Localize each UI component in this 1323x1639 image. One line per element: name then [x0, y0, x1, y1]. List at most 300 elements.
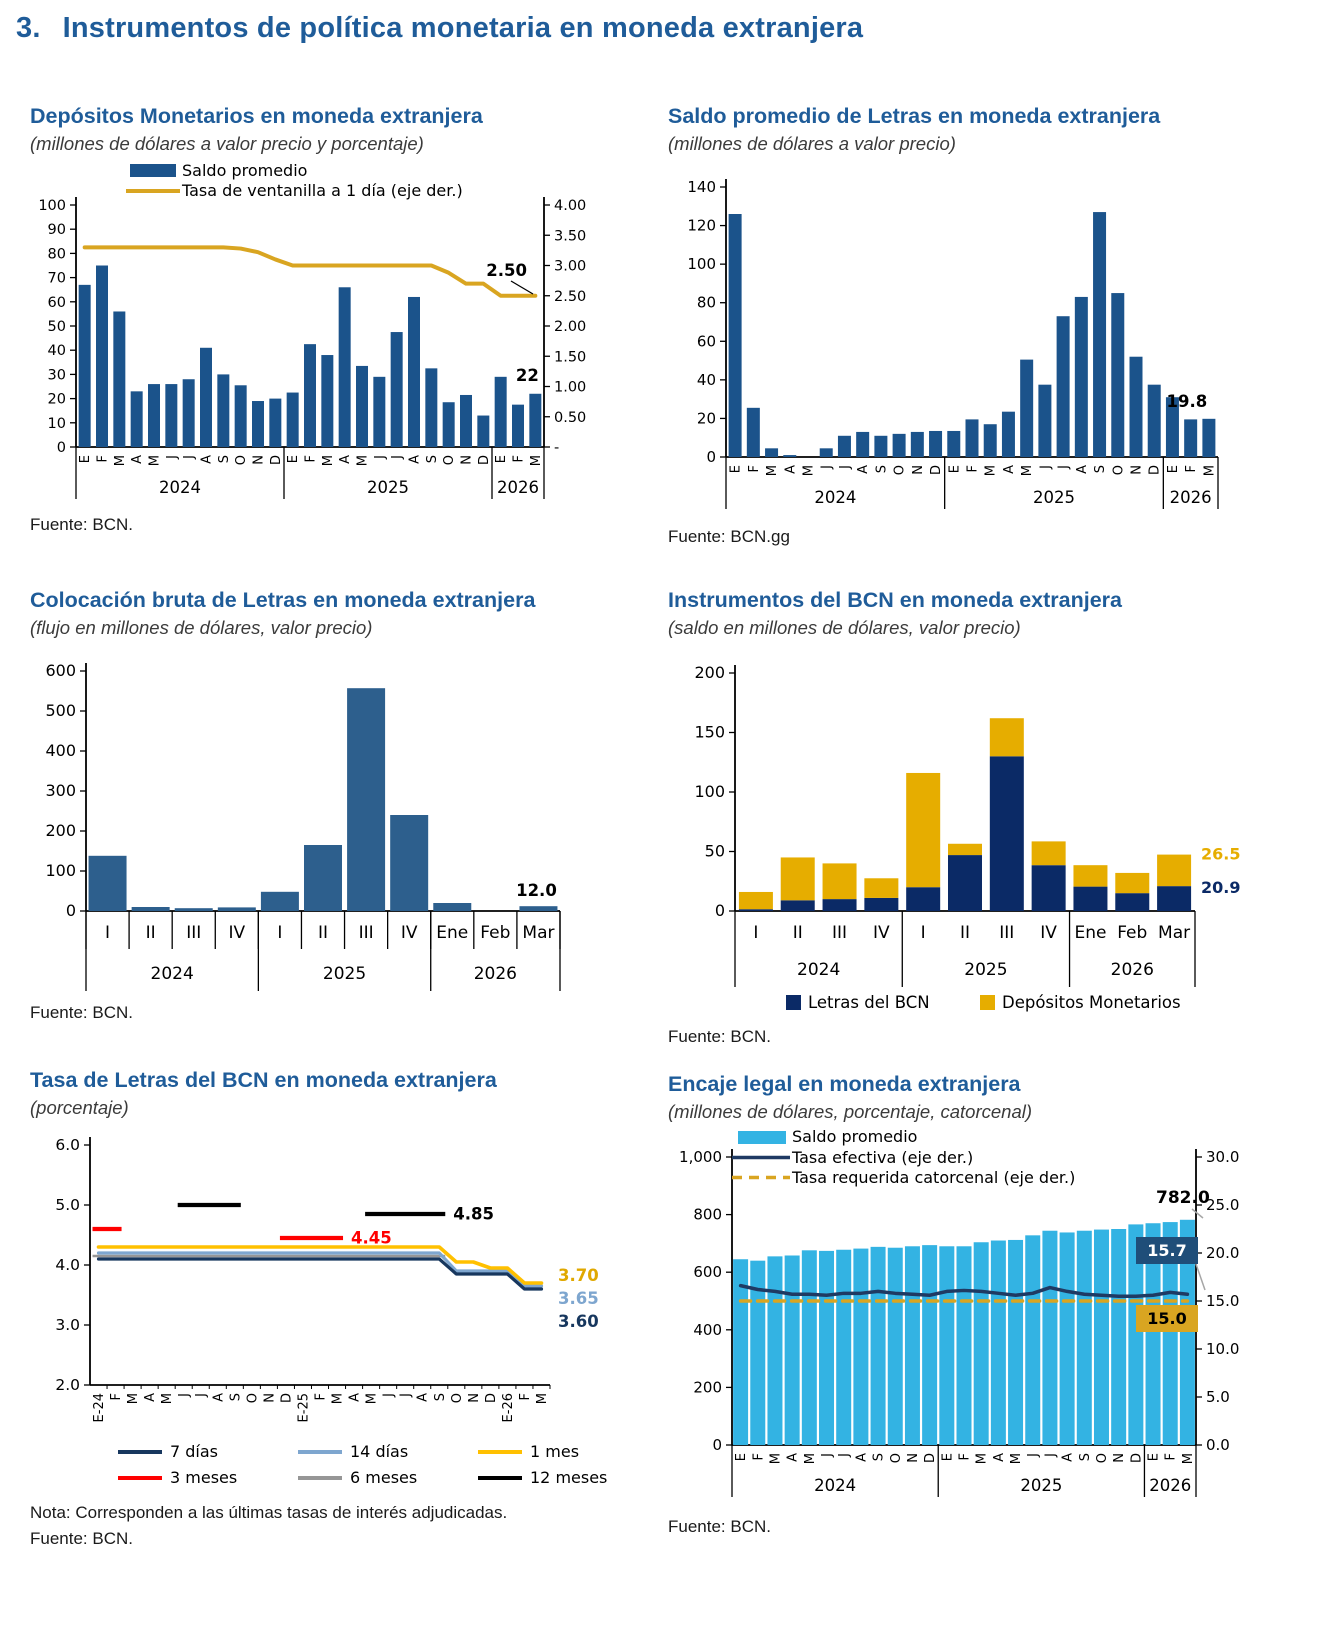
- chart-card-colocacion-letras: [30, 588, 630, 1023]
- svg-text:J: J: [164, 454, 180, 459]
- svg-text:2024: 2024: [814, 487, 857, 507]
- bar: [529, 394, 541, 447]
- svg-text:D: D: [929, 464, 945, 475]
- chart-title: Instrumentos del BCN en moneda extranjera: [668, 588, 1122, 612]
- svg-text:200: 200: [45, 820, 76, 840]
- bar: [1032, 865, 1066, 911]
- bar: [130, 164, 176, 177]
- source-note: Fuente: BCN.: [668, 1516, 771, 1536]
- bar: [1202, 419, 1215, 457]
- svg-text:S: S: [1093, 464, 1109, 474]
- svg-text:D: D: [268, 454, 284, 465]
- svg-text:A: A: [199, 454, 215, 464]
- saldo-letras-chart: [668, 159, 1278, 521]
- bar: [767, 1256, 782, 1445]
- svg-text:F: F: [109, 1392, 125, 1401]
- svg-text:Ene: Ene: [436, 922, 469, 943]
- svg-text:I: I: [920, 922, 926, 943]
- source-note: Fuente: BCN.: [30, 1528, 133, 1548]
- bar: [819, 1251, 834, 1445]
- svg-text:A: A: [856, 464, 872, 474]
- bar: [495, 377, 507, 447]
- svg-text:J: J: [194, 1392, 210, 1397]
- svg-text:M: M: [802, 1452, 818, 1465]
- svg-text:M: M: [355, 454, 371, 467]
- svg-text:D: D: [483, 1392, 499, 1403]
- svg-text:M: M: [1202, 464, 1218, 477]
- svg-text:A: A: [347, 1392, 363, 1402]
- bar: [519, 906, 557, 911]
- svg-text:E: E: [1146, 1452, 1162, 1462]
- svg-text:0: 0: [712, 1435, 722, 1454]
- svg-text:Saldo promedio: Saldo promedio: [792, 1126, 918, 1146]
- svg-text:J: J: [820, 1452, 836, 1457]
- svg-text:40: 40: [696, 370, 716, 389]
- svg-text:III: III: [999, 922, 1015, 943]
- bar: [765, 448, 778, 457]
- svg-text:Feb: Feb: [1117, 922, 1148, 943]
- bar: [1032, 841, 1066, 865]
- bar: [874, 436, 887, 457]
- chart-title: Depósitos Monetarios en moneda extranjera: [30, 104, 483, 128]
- bar: [1077, 1231, 1092, 1445]
- svg-text:IV: IV: [400, 922, 418, 943]
- svg-text:2024: 2024: [814, 1475, 857, 1495]
- bar: [1020, 360, 1033, 457]
- svg-text:J: J: [182, 454, 198, 459]
- svg-text:M: M: [528, 454, 544, 467]
- svg-text:F: F: [1184, 464, 1200, 473]
- bar: [96, 265, 108, 447]
- bar: [781, 900, 815, 911]
- svg-text:E: E: [734, 1452, 750, 1462]
- svg-text:600: 600: [45, 660, 76, 680]
- svg-text:M: M: [147, 454, 163, 467]
- bar: [1025, 1235, 1040, 1445]
- svg-text:120: 120: [687, 216, 716, 235]
- svg-text:II: II: [792, 922, 803, 943]
- svg-text:1.50: 1.50: [554, 349, 587, 366]
- svg-text:M: M: [1009, 1452, 1025, 1465]
- svg-text:IV: IV: [1040, 922, 1057, 943]
- chart-card-tasa-letras: [30, 1068, 630, 1549]
- bar: [853, 1249, 868, 1445]
- svg-text:60: 60: [696, 332, 716, 351]
- svg-text:4.00: 4.00: [554, 197, 587, 214]
- bar: [425, 368, 437, 447]
- svg-text:2025: 2025: [964, 959, 1008, 980]
- bar: [1148, 385, 1161, 457]
- svg-text:S: S: [424, 454, 440, 464]
- svg-text:7 días: 7 días: [170, 1441, 219, 1461]
- bar: [990, 756, 1024, 911]
- svg-text:0: 0: [706, 447, 716, 466]
- svg-text:800: 800: [693, 1205, 722, 1224]
- bar: [460, 395, 472, 447]
- bar: [906, 773, 940, 887]
- chart-title: Tasa de Letras del BCN en moneda extranjera: [30, 1068, 497, 1092]
- svg-text:150: 150: [694, 722, 725, 742]
- svg-text:500: 500: [45, 700, 76, 720]
- bar: [339, 287, 351, 447]
- svg-text:O: O: [234, 454, 250, 466]
- svg-text:26.5: 26.5: [1201, 844, 1241, 864]
- svg-text:20.9: 20.9: [1201, 878, 1241, 898]
- svg-text:N: N: [910, 464, 926, 475]
- line-series: [85, 247, 536, 295]
- chart-card-saldo-letras: [668, 104, 1313, 547]
- svg-text:Feb: Feb: [480, 922, 511, 943]
- chart-card-encaje-legal: [668, 1072, 1313, 1537]
- bar: [1057, 316, 1070, 457]
- svg-text:2024: 2024: [150, 963, 194, 984]
- svg-text:O: O: [442, 454, 458, 466]
- bar: [738, 1131, 786, 1144]
- svg-text:20: 20: [696, 409, 716, 428]
- svg-text:2024: 2024: [797, 959, 841, 980]
- bar: [802, 1250, 817, 1445]
- svg-text:A: A: [1060, 1452, 1076, 1462]
- bar: [948, 855, 982, 911]
- svg-text:A: A: [211, 1392, 227, 1402]
- bar: [838, 436, 851, 457]
- bar: [783, 455, 796, 457]
- svg-text:A: A: [1001, 464, 1017, 474]
- svg-text:F: F: [751, 1452, 767, 1461]
- svg-text:15.7: 15.7: [1147, 1240, 1187, 1260]
- svg-text:2.50: 2.50: [554, 288, 587, 305]
- svg-text:F: F: [957, 1452, 973, 1461]
- svg-text:A: A: [143, 1392, 159, 1402]
- svg-text:J: J: [837, 464, 853, 469]
- svg-text:50: 50: [47, 318, 66, 335]
- chart-title: Encaje legal en moneda extranjera: [668, 1072, 1021, 1096]
- bar: [911, 432, 924, 457]
- svg-text:600: 600: [693, 1263, 722, 1282]
- bar: [1038, 385, 1051, 457]
- svg-text:140: 140: [687, 177, 716, 196]
- svg-text:100: 100: [694, 781, 725, 801]
- svg-text:15.0: 15.0: [1206, 1291, 1240, 1310]
- svg-text:4.85: 4.85: [453, 1204, 494, 1224]
- svg-text:0: 0: [65, 900, 76, 920]
- svg-text:J: J: [837, 1452, 853, 1457]
- svg-text:F: F: [511, 454, 527, 463]
- bar: [132, 907, 170, 911]
- svg-text:0.0: 0.0: [1206, 1435, 1230, 1454]
- svg-text:III: III: [186, 922, 202, 943]
- svg-text:E: E: [1165, 464, 1181, 474]
- svg-text:M: M: [801, 464, 817, 477]
- svg-text:M: M: [320, 454, 336, 467]
- bar: [148, 384, 160, 447]
- svg-text:II: II: [145, 922, 156, 943]
- svg-text:400: 400: [693, 1320, 722, 1339]
- svg-text:M: M: [126, 1392, 142, 1405]
- svg-text:F: F: [313, 1392, 329, 1401]
- svg-text:15.0: 15.0: [1147, 1308, 1187, 1328]
- svg-text:25.0: 25.0: [1206, 1195, 1240, 1214]
- bar: [373, 377, 385, 447]
- svg-text:60: 60: [47, 294, 66, 311]
- svg-text:I: I: [753, 922, 759, 943]
- bar: [785, 1255, 800, 1445]
- bar: [871, 1247, 886, 1445]
- svg-text:0: 0: [714, 900, 725, 920]
- svg-text:J: J: [398, 1392, 414, 1397]
- svg-text:A: A: [991, 1452, 1007, 1462]
- bar: [165, 384, 177, 447]
- svg-text:5.0: 5.0: [1206, 1387, 1230, 1406]
- svg-text:M: M: [160, 1392, 176, 1405]
- svg-text:A: A: [415, 1392, 431, 1402]
- svg-text:100: 100: [45, 860, 76, 880]
- svg-text:M: M: [983, 464, 999, 477]
- bar: [356, 366, 368, 447]
- bar: [739, 892, 773, 909]
- bar: [252, 401, 264, 447]
- svg-text:12 meses: 12 meses: [530, 1467, 608, 1487]
- chart-subtitle: (millones de dólares a valor precio y porcentaje): [30, 132, 424, 154]
- svg-text:2025: 2025: [1020, 1475, 1063, 1495]
- svg-text:3.60: 3.60: [558, 1311, 599, 1331]
- svg-text:A: A: [854, 1452, 870, 1462]
- bar: [948, 844, 982, 855]
- svg-text:E: E: [494, 454, 510, 464]
- bar: [1060, 1232, 1075, 1445]
- svg-text:19.8: 19.8: [1166, 391, 1208, 411]
- svg-text:E: E: [728, 464, 744, 474]
- bar: [1157, 855, 1191, 887]
- bar: [1184, 419, 1197, 457]
- bar: [217, 374, 229, 447]
- chart-card-depositos-monetarios: [30, 104, 630, 535]
- bar: [235, 385, 247, 447]
- chart-subtitle: (millones de dólares a valor precio): [668, 132, 956, 154]
- svg-text:10.0: 10.0: [1206, 1339, 1240, 1358]
- encaje-legal-chart: [668, 1127, 1298, 1511]
- svg-text:2.00: 2.00: [554, 318, 587, 335]
- svg-text:Mar: Mar: [522, 922, 555, 943]
- svg-text:6 meses: 6 meses: [350, 1467, 418, 1487]
- svg-text:50: 50: [704, 841, 725, 861]
- bar: [175, 908, 213, 911]
- svg-text:E-25: E-25: [296, 1392, 312, 1423]
- bar: [269, 399, 281, 447]
- svg-text:M: M: [974, 1452, 990, 1465]
- svg-text:J: J: [1038, 464, 1054, 469]
- svg-text:M: M: [768, 1452, 784, 1465]
- svg-text:M: M: [330, 1392, 346, 1405]
- svg-text:200: 200: [694, 662, 725, 682]
- svg-text:2025: 2025: [322, 963, 367, 984]
- bar: [1042, 1231, 1057, 1445]
- bar: [433, 903, 471, 911]
- bar: [820, 448, 833, 457]
- svg-text:Depósitos Monetarios: Depósitos Monetarios: [1002, 992, 1181, 1012]
- bar: [864, 878, 898, 898]
- svg-text:1 mes: 1 mes: [530, 1441, 580, 1461]
- bar: [1115, 873, 1149, 893]
- svg-text:F: F: [746, 464, 762, 473]
- bar: [261, 892, 299, 911]
- svg-text:E: E: [947, 464, 963, 474]
- svg-text:I: I: [105, 922, 111, 943]
- svg-text:Letras del BCN: Letras del BCN: [808, 992, 930, 1012]
- svg-text:IV: IV: [228, 922, 246, 943]
- svg-text:A: A: [1074, 464, 1090, 474]
- svg-text:2026: 2026: [1169, 487, 1212, 507]
- svg-text:100: 100: [38, 197, 66, 214]
- svg-text:0: 0: [56, 439, 66, 456]
- svg-text:J: J: [819, 464, 835, 469]
- bar: [390, 815, 428, 911]
- source-note: Fuente: BCN.: [668, 1026, 771, 1046]
- svg-text:J: J: [1056, 464, 1072, 469]
- svg-text:14 días: 14 días: [350, 1441, 409, 1461]
- bar: [512, 405, 524, 447]
- svg-text:J: J: [1043, 1452, 1059, 1457]
- bar: [1075, 297, 1088, 457]
- svg-text:D: D: [1147, 464, 1163, 475]
- bar: [893, 434, 906, 457]
- svg-text:F: F: [517, 1392, 533, 1401]
- svg-text:782.0: 782.0: [1156, 1187, 1210, 1208]
- svg-text:S: S: [216, 454, 232, 464]
- svg-text:4.0: 4.0: [55, 1255, 80, 1274]
- source-note: Fuente: BCN.gg: [668, 526, 790, 546]
- bar: [939, 1246, 954, 1445]
- svg-text:O: O: [892, 464, 908, 476]
- svg-text:M: M: [112, 454, 128, 467]
- svg-text:N: N: [262, 1392, 278, 1403]
- svg-text:Ene: Ene: [1074, 922, 1107, 943]
- svg-text:2026: 2026: [1110, 959, 1154, 980]
- svg-text:Tasa de ventanilla a 1 día (ej: Tasa de ventanilla a 1 día (eje der.): [182, 180, 463, 200]
- bar: [984, 424, 997, 457]
- svg-text:S: S: [228, 1392, 244, 1402]
- svg-text:J: J: [177, 1392, 193, 1397]
- bar: [947, 431, 960, 457]
- bar: [1093, 212, 1106, 457]
- svg-text:J: J: [390, 454, 406, 459]
- svg-text:N: N: [1129, 464, 1145, 475]
- svg-text:M: M: [534, 1392, 550, 1405]
- bar: [89, 856, 127, 911]
- svg-text:D: D: [476, 454, 492, 465]
- bar: [905, 1246, 920, 1445]
- svg-text:N: N: [1112, 1452, 1128, 1463]
- svg-text:IV: IV: [873, 922, 890, 943]
- svg-text:N: N: [251, 454, 267, 465]
- bar: [131, 391, 143, 447]
- chart-subtitle: (porcentaje): [30, 1096, 129, 1118]
- chart-card-instrumentos-bcn: [668, 588, 1313, 1047]
- svg-text:E-26: E-26: [500, 1392, 516, 1423]
- instrumentos-bcn-chart: [668, 643, 1298, 1021]
- svg-text:II: II: [317, 922, 329, 943]
- svg-text:Tasa requerida catorcenal (eje: Tasa requerida catorcenal (eje der.): [792, 1167, 1076, 1187]
- svg-text:0.50: 0.50: [554, 409, 587, 426]
- svg-text:6.0: 6.0: [55, 1135, 80, 1154]
- svg-text:22: 22: [515, 365, 539, 385]
- svg-text:4.45: 4.45: [351, 1228, 392, 1248]
- svg-text:F: F: [965, 464, 981, 473]
- svg-text:F: F: [1163, 1452, 1179, 1461]
- bar: [1130, 357, 1143, 457]
- depositos-monetarios-chart: [30, 159, 620, 509]
- bar: [1111, 293, 1124, 457]
- svg-text:S: S: [432, 1392, 448, 1402]
- svg-text:S: S: [1077, 1452, 1093, 1462]
- bar: [79, 285, 91, 447]
- bar: [304, 845, 342, 911]
- svg-text:70: 70: [47, 270, 66, 287]
- svg-text:2024: 2024: [159, 477, 201, 497]
- bar: [304, 344, 316, 447]
- svg-text:D: D: [279, 1392, 295, 1403]
- svg-text:2.50: 2.50: [486, 260, 527, 280]
- bar: [966, 419, 979, 457]
- svg-text:A: A: [130, 454, 146, 464]
- bar: [856, 432, 869, 457]
- svg-text:E: E: [286, 454, 302, 464]
- bar: [347, 688, 385, 911]
- svg-text:O: O: [1094, 1452, 1110, 1464]
- bar: [864, 898, 898, 911]
- section-title: Instrumentos de política monetaria en moneda extranjera: [62, 12, 864, 44]
- svg-text:O: O: [449, 1392, 465, 1404]
- svg-text:F: F: [303, 454, 319, 463]
- svg-text:J: J: [372, 454, 388, 459]
- svg-text:10: 10: [47, 415, 66, 432]
- bar: [391, 332, 403, 447]
- bar: [980, 995, 995, 1010]
- bar: [974, 1242, 989, 1445]
- svg-text:III: III: [358, 922, 374, 943]
- bar: [922, 1245, 937, 1445]
- chart-title: Colocación bruta de Letras en moneda extranjera: [30, 588, 536, 612]
- bar: [287, 393, 299, 447]
- svg-text:M: M: [765, 464, 781, 477]
- svg-text:M: M: [1180, 1452, 1196, 1465]
- bar: [888, 1248, 903, 1445]
- bar: [747, 408, 760, 457]
- bar: [1157, 886, 1191, 911]
- bar: [786, 995, 801, 1010]
- bar: [1073, 865, 1107, 886]
- svg-text:5.0: 5.0: [55, 1195, 80, 1214]
- svg-text:80: 80: [47, 246, 66, 263]
- svg-text:40: 40: [47, 343, 66, 360]
- svg-text:O: O: [888, 1452, 904, 1464]
- svg-text:F: F: [95, 454, 111, 463]
- bar: [929, 431, 942, 457]
- svg-text:D: D: [923, 1452, 939, 1463]
- svg-text:A: A: [783, 464, 799, 474]
- note-text: Nota: Corresponden a las últimas tasas de interés adjudicadas.: [30, 1502, 508, 1522]
- bar: [113, 311, 125, 447]
- svg-text:J: J: [1026, 1452, 1042, 1457]
- svg-text:3.65: 3.65: [558, 1288, 599, 1308]
- svg-text:1,000: 1,000: [679, 1147, 722, 1166]
- svg-text:3 meses: 3 meses: [170, 1467, 238, 1487]
- chart-title: Saldo promedio de Letras en moneda extranjera: [668, 104, 1161, 128]
- svg-text:D: D: [1129, 1452, 1145, 1463]
- svg-text:O: O: [1111, 464, 1127, 476]
- svg-text:S: S: [871, 1452, 887, 1462]
- svg-text:N: N: [466, 1392, 482, 1403]
